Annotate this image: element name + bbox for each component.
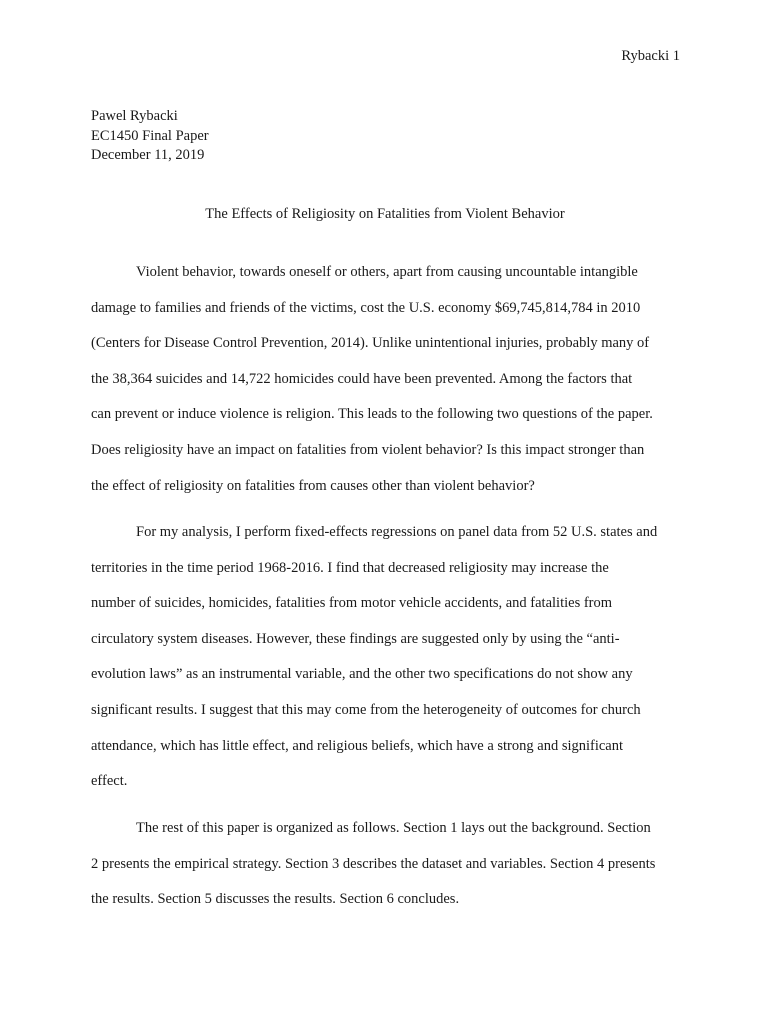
paragraph-line: The rest of this paper is organized as follows. Section 1 lays out the background. Section — [136, 820, 651, 836]
paper-date: December 11, 2019 — [91, 147, 205, 163]
paragraph-line: the effect of religiosity on fatalities from causes other than violent behavior? — [91, 477, 535, 494]
paragraph-introduction — [91, 255, 679, 504]
paragraph-line: can prevent or induce violence is religion. This leads to the following two questions of the paper. — [91, 406, 653, 423]
paragraph-line: circulatory system diseases. However, these findings are suggested only by using the “anti- — [91, 630, 620, 647]
paragraph-organization — [91, 811, 679, 918]
paper-title: The Effects of Religiosity on Fatalities from Violent Behavior — [205, 206, 565, 222]
paragraph-line: For my analysis, I perform fixed-effects regressions on panel data from 52 U.S. states and — [136, 524, 658, 540]
paragraph-line: number of suicides, homicides, fatalities from motor vehicle accidents, and fatalities from — [91, 595, 613, 612]
paragraph-line: evolution laws” as an instrumental variable, and the other two specifications do not show any — [91, 666, 633, 683]
paragraph-line: damage to families and friends of the victims, cost the U.S. economy $69,745,814,784 in 2010 — [91, 299, 641, 316]
paragraph-line: the results. Section 5 discusses the results. Section 6 concludes. — [91, 891, 460, 908]
paragraph-line: effect. — [91, 773, 128, 790]
paragraph-analysis — [91, 515, 679, 800]
course-name: EC1450 Final Paper — [91, 127, 209, 144]
running-head: Rybacki 1 — [621, 48, 680, 64]
author-name: Pawel Rybacki — [91, 108, 178, 124]
paragraph-line: the 38,364 suicides and 14,722 homicides could have been prevented. Among the factors that — [91, 370, 633, 387]
paragraph-line: Violent behavior, towards oneself or others, apart from causing uncountable intangible — [136, 264, 638, 280]
paragraph-line: significant results. I suggest that this may come from the heterogeneity of outcomes for church — [91, 701, 641, 718]
paragraph-line: attendance, which has little effect, and religious beliefs, which have a strong and significant — [91, 737, 624, 754]
paragraph-line: territories in the time period 1968-2016. I find that decreased religiosity may increase the — [91, 559, 609, 576]
paragraph-line: 2 presents the empirical strategy. Section 3 describes the dataset and variables. Section 4 presents — [91, 855, 656, 872]
author-block — [91, 107, 209, 166]
paragraph-line: Does religiosity have an impact on fatalities from violent behavior? Is this impact stronger than — [91, 441, 645, 458]
paragraph-line: (Centers for Disease Control Prevention, 2014). Unlike unintentional injuries, probably many of — [91, 335, 650, 352]
